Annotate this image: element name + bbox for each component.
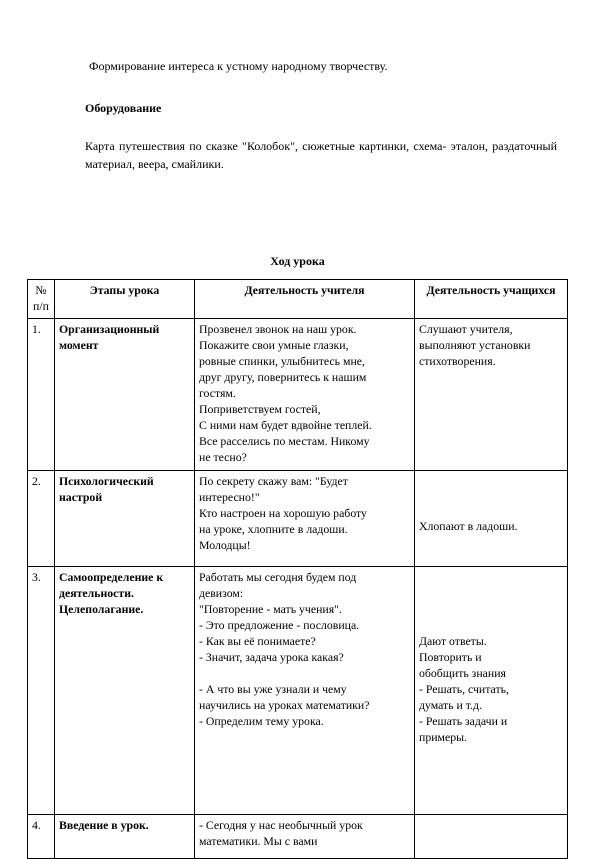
header-stage: Этапы урока xyxy=(55,280,195,319)
text-line: девизом: xyxy=(199,586,244,600)
teacher-activity xyxy=(195,319,415,471)
table-row xyxy=(28,815,568,859)
text-line: стихотворения. xyxy=(419,354,496,368)
row-number: 2. xyxy=(28,471,55,567)
text-line: математики. Мы с вами xyxy=(199,834,318,848)
text-line: Все расселись по местам. Никому xyxy=(199,434,370,448)
stage-name: Введение в урок. xyxy=(55,815,195,859)
text-line: друг другу, повернитесь к нашим xyxy=(199,370,367,384)
text-line: выполняют установки xyxy=(419,338,531,352)
table-row xyxy=(28,471,568,567)
text-line: - Решать, считать, xyxy=(419,682,509,696)
header-teacher-activity: Деятельность учителя xyxy=(195,280,415,319)
text-line: - Сегодня у нас необычный урок xyxy=(199,818,363,832)
text-line: С ними нам будет вдвойне теплей. xyxy=(199,418,372,432)
text-line: Повторить и xyxy=(419,650,482,664)
text-line: "Повторение - мать учения". xyxy=(199,602,342,616)
equipment-heading: Оборудование xyxy=(85,101,162,115)
text-line: гостям. xyxy=(199,386,236,400)
text-line: По секрету скажу вам: "Будет xyxy=(199,474,348,488)
row-number: 3. xyxy=(28,567,55,815)
teacher-activity xyxy=(195,815,415,859)
text-line: Хлопают в ладоши. xyxy=(419,519,518,533)
text-line: Покажите свои умные глазки, xyxy=(199,338,349,352)
teacher-activity xyxy=(195,567,415,815)
text-line: Прозвенел звонок на наш урок. xyxy=(199,322,357,336)
text-line: - Решать задачи и xyxy=(419,714,508,728)
student-activity xyxy=(415,319,568,471)
row-number: 1. xyxy=(28,319,55,471)
text-line: примеры. xyxy=(419,730,467,744)
table-row xyxy=(28,319,568,471)
text-line: - Как вы её понимаете? xyxy=(199,634,316,648)
stage-name: Самоопределение к деятельности. Целеполагание. xyxy=(55,567,195,815)
text-line: интересно!" xyxy=(199,490,260,504)
text-line: - Значит, задача урока какая? xyxy=(199,650,344,664)
text-line: - Это предложение - пословица. xyxy=(199,618,360,632)
blank-line xyxy=(199,665,410,681)
text-line: Слушают учителя, xyxy=(419,322,513,336)
lesson-progress-title: Ход урока xyxy=(270,254,325,268)
text-line: - Определим тему урока. xyxy=(199,714,324,728)
student-activity xyxy=(415,567,568,815)
lesson-table xyxy=(27,279,568,859)
text-line: - А что вы уже узнали и чему xyxy=(199,682,347,696)
text-line: Поприветствуем гостей, xyxy=(199,402,321,416)
text-line: не тесно? xyxy=(199,450,247,464)
row-number: 4. xyxy=(28,815,55,859)
equipment-text: Карта путешествия по сказке "Колобок", сюжетные картинки, схема- эталон, раздаточный материал, веера, смайлики. xyxy=(85,139,557,171)
text-line: Дают ответы. xyxy=(419,634,487,648)
header-student-activity: Деятельность учащихся xyxy=(415,280,568,319)
text-line: Молодцы! xyxy=(199,538,251,552)
stage-name: Организационный момент xyxy=(55,319,195,471)
stage-name: Психологический настрой xyxy=(55,471,195,567)
text-line: Кто настроен на хорошую работу xyxy=(199,506,367,520)
table-row xyxy=(28,567,568,815)
text-line: Работать мы сегодня будем под xyxy=(199,570,357,584)
text-line: думать и т.д. xyxy=(419,698,482,712)
text-line: на уроке, хлопните в ладоши. xyxy=(199,522,348,536)
student-activity xyxy=(415,815,568,859)
header-number: № п/п xyxy=(28,280,55,319)
text-line: обобщить знания xyxy=(419,666,506,680)
intro-line: Формирование интереса к устному народному творчеству. xyxy=(89,59,388,73)
student-activity xyxy=(415,471,568,567)
text-line: ровные спинки, улыбнитесь мне, xyxy=(199,354,365,368)
table-header-row xyxy=(28,280,568,319)
text-line: научились на уроках математики? xyxy=(199,698,370,712)
teacher-activity xyxy=(195,471,415,567)
